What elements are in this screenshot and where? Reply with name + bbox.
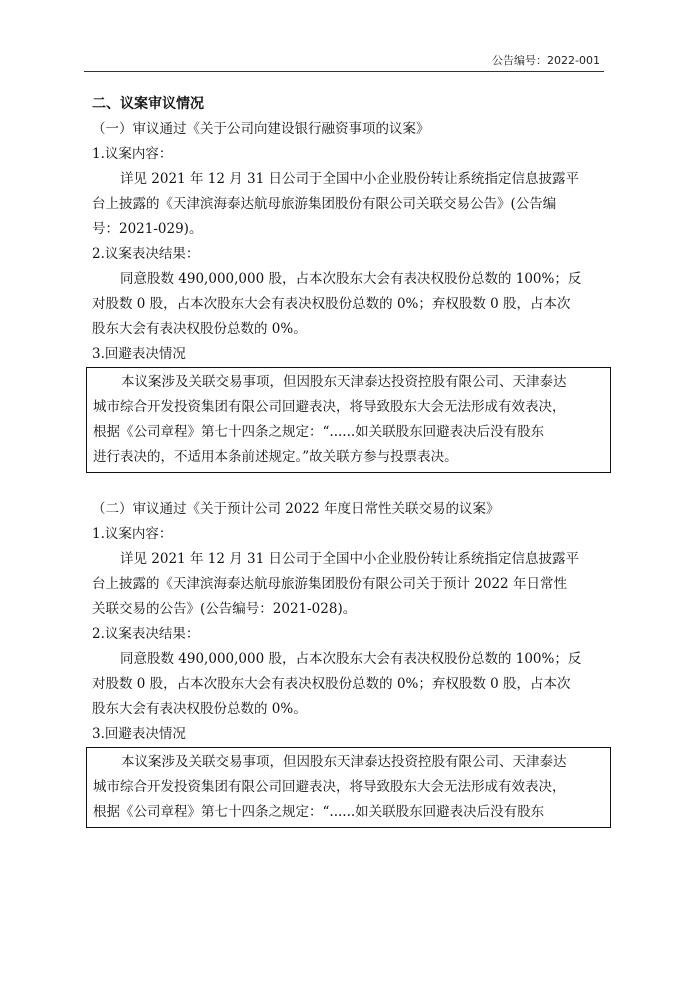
- content-line: 详见 2021 年 12 月 31 日公司于全国中小企业股份转让系统指定信息披露平: [120, 551, 579, 567]
- avoid-vote-box: [86, 747, 611, 828]
- result-line: 对股数 0 股，占本次股东大会有表决权股份总数的 0%；弃权股数 0 股，占本次: [92, 296, 571, 312]
- avoid-label: 3.回避表决情况: [92, 726, 186, 742]
- avoid-line: 本议案涉及关联交易事项，但因股东天津泰达投资控股有限公司、天津泰达: [121, 374, 567, 390]
- avoid-line: 城市综合开发投资集团有限公司回避表决，将导致股东大会无法形成有效表决，: [93, 779, 566, 795]
- result-line: 同意股数 490,000,000 股，占本次股东大会有表决权股份总数的 100%；反: [120, 651, 582, 667]
- result-label: 2.议案表决结果：: [92, 626, 200, 642]
- content-label: 1.议案内容：: [92, 526, 173, 542]
- content-line: 台上披露的《天津滨海泰达航母旅游集团股份有限公司关联交易公告》(公告编: [92, 196, 557, 212]
- avoid-vote-box: [86, 367, 611, 473]
- motion-spacer: [92, 473, 607, 497]
- result-line: 对股数 0 股，占本次股东大会有表决权股份总数的 0%；弃权股数 0 股，占本次: [92, 676, 571, 692]
- content-line: 台上披露的《天津滨海泰达航母旅游集团股份有限公司关于预计 2022 年日常性: [92, 576, 567, 592]
- content-line: 号：2021-029)。: [92, 221, 203, 237]
- content-line: 详见 2021 年 12 月 31 日公司于全国中小企业股份转让系统指定信息披露平: [120, 171, 579, 187]
- result-line: 股东大会有表决权股份总数的 0%。: [92, 321, 307, 337]
- avoid-line: 城市综合开发投资集团有限公司回避表决，将导致股东大会无法形成有效表决，: [93, 399, 566, 415]
- avoid-line: 进行表决的，不适用本条前述规定。”故关联方参与投票表决。: [93, 449, 458, 465]
- avoid-line: 本议案涉及关联交易事项，但因股东天津泰达投资控股有限公司、天津泰达: [121, 754, 567, 770]
- document-body: [92, 90, 607, 828]
- avoid-line: 根据《公司章程》第七十四条之规定：“......如关联股东回避表决后没有股东: [93, 424, 545, 440]
- result-label: 2.议案表决结果：: [92, 246, 200, 262]
- motion-title: （二）审议通过《关于预计公司 2022 年度日常性关联交易的议案》: [92, 501, 500, 517]
- content-label: 1.议案内容：: [92, 146, 173, 162]
- motion-title: （一）审议通过《关于公司向建设银行融资事项的议案》: [92, 121, 430, 137]
- header-divider: [84, 71, 604, 72]
- motion-1: [92, 117, 607, 473]
- content-line: 关联交易的公告》(公告编号：2021-028)。: [92, 601, 357, 617]
- result-line: 同意股数 490,000,000 股，占本次股东大会有表决权股份总数的 100%；反: [120, 271, 582, 287]
- avoid-line: 根据《公司章程》第七十四条之规定：“......如关联股东回避表决后没有股东: [93, 804, 545, 820]
- result-line: 股东大会有表决权股份总数的 0%。: [92, 701, 307, 717]
- motion-2: [92, 497, 607, 828]
- avoid-label: 3.回避表决情况: [92, 346, 186, 362]
- section-title: 二、议案审议情况: [92, 96, 204, 112]
- announcement-number: 公告编号：2022-001: [492, 54, 600, 67]
